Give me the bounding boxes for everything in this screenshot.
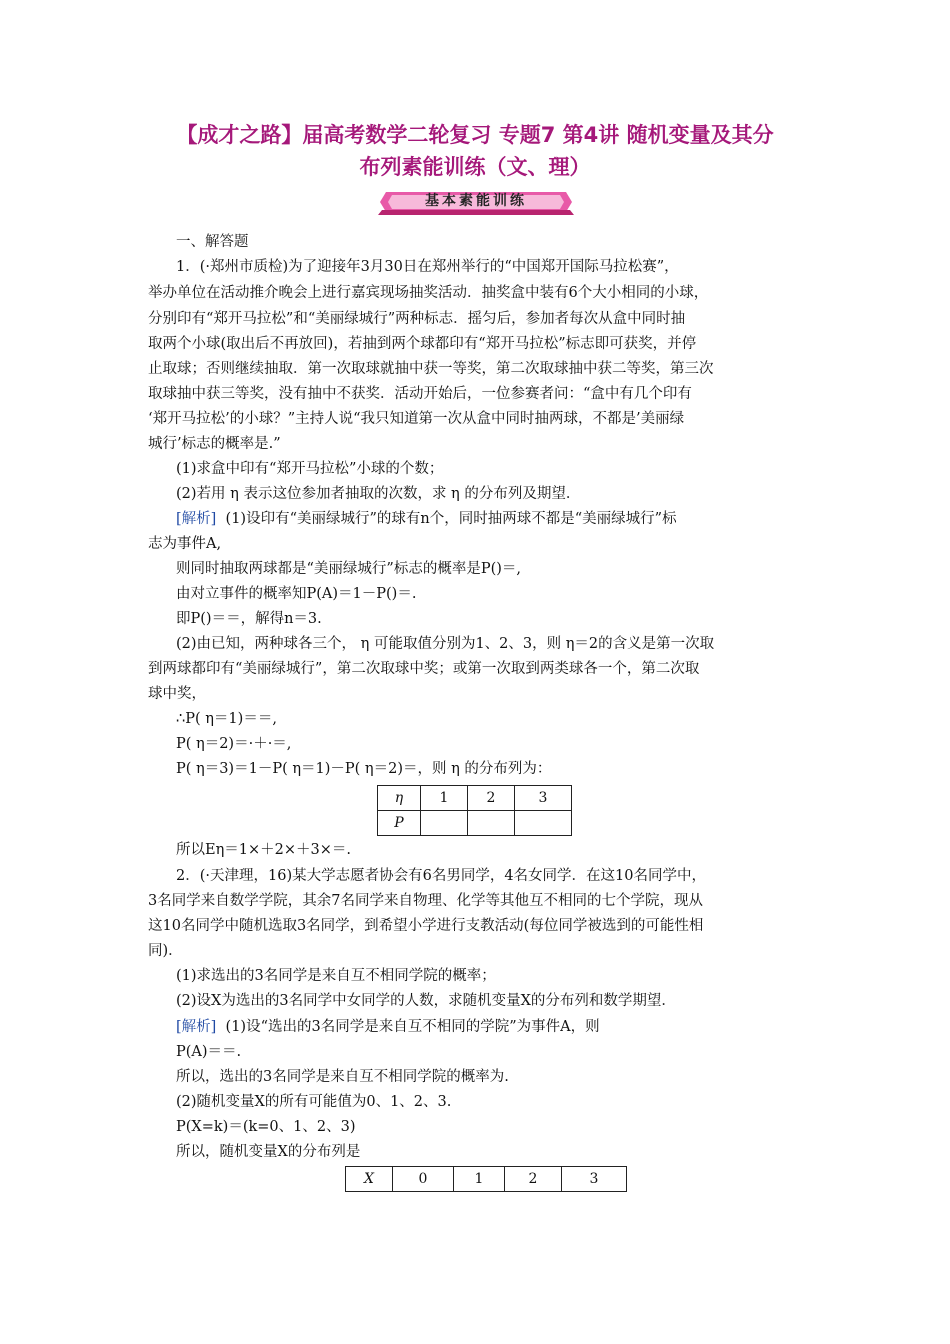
q1-analysis-line bbox=[176, 509, 677, 529]
q1-analysis-line: 志为事件A, bbox=[148, 536, 222, 552]
q1-subquestion-1: (1)求盒中印有“郑开马拉松”小球的个数； bbox=[176, 461, 444, 477]
table-cell: X bbox=[346, 1167, 393, 1192]
q1-analysis-line: 即P()＝＝，解得n＝3. bbox=[176, 611, 322, 627]
q1-analysis-line: 由对立事件的概率知P(A)＝1－P()＝. bbox=[176, 586, 417, 602]
table-cell: 2 bbox=[505, 1167, 562, 1192]
q2-distribution-table bbox=[345, 1166, 627, 1192]
q2-analysis-line: 所以，选出的3名同学是来自互不相同学院的概率为. bbox=[176, 1069, 509, 1085]
q1-analysis-line: 则同时抽取两球都是“美丽绿城行”标志的概率是P()＝, bbox=[176, 561, 522, 577]
table-row bbox=[378, 786, 572, 811]
q2-text-line: 这10名同学中随机选取3名同学，到希望小学进行支教活动(每位同学被选到的可能性相 bbox=[148, 918, 704, 934]
q1-text-line: 取球抽中获三等奖，没有抽中不获奖．活动开始后，一位参赛者问：“盒中有几个印有 bbox=[148, 386, 692, 402]
section-heading: 一、解答题 bbox=[176, 234, 249, 250]
q2-analysis-text: (1)设“选出的3名同学是来自互不相同的学院”为事件A，则 bbox=[225, 1019, 600, 1035]
q1-conclusion: 所以Eη＝1×＋2×＋3×＝. bbox=[176, 842, 352, 858]
q1-text-line: 1．(·郑州市质检)为了迎接年3月30日在郑州举行的“中国郑开国际马拉松赛”， bbox=[176, 259, 679, 275]
q2-text-line: 3名同学来自数学学院，其余7名同学来自物理、化学等其他互不相同的七个学院，现从 bbox=[148, 893, 703, 909]
q2-analysis-line bbox=[176, 1017, 600, 1037]
banner-label: 基本素能训练 bbox=[425, 193, 527, 209]
table-row bbox=[378, 811, 572, 836]
q1-text-line: 城行’标志的概率是.” bbox=[148, 436, 281, 452]
q2-subquestion-2: (2)设X为选出的3名同学中女同学的人数，求随机变量X的分布列和数学期望． bbox=[176, 993, 676, 1009]
table-cell: 3 bbox=[562, 1167, 627, 1192]
document-title-line-2: 布列素能训练（文、理） bbox=[359, 155, 591, 179]
table-cell bbox=[515, 811, 572, 836]
section-banner bbox=[378, 190, 574, 216]
q2-text-line: 2．(·天津理，16)某大学志愿者协会有6名男同学，4名女同学．在这10名同学中， bbox=[176, 868, 706, 884]
table-cell bbox=[421, 811, 468, 836]
q1-analysis-line: P( η＝3)＝1－P( η＝1)－P( η＝2)＝，则 η 的分布列为： bbox=[176, 761, 552, 777]
q2-analysis-line: P(X=k)＝(k=0、1、2、3) bbox=[176, 1119, 356, 1135]
table-cell: η bbox=[378, 786, 421, 811]
table-cell bbox=[468, 811, 515, 836]
q1-analysis-line: 球中奖， bbox=[148, 686, 206, 702]
q1-analysis-line: ∴P( η＝1)＝＝, bbox=[176, 711, 277, 727]
q2-analysis-line: P(A)＝＝. bbox=[176, 1044, 242, 1060]
table-cell: 3 bbox=[515, 786, 572, 811]
q1-subquestion-2: (2)若用 η 表示这位参加者抽取的次数，求 η 的分布列及期望． bbox=[176, 486, 581, 502]
q2-analysis-line: 所以，随机变量X的分布列是 bbox=[176, 1144, 361, 1160]
q2-analysis-line: (2)随机变量X的所有可能值为0、1、2、3. bbox=[176, 1094, 452, 1110]
q2-text-line: 同)． bbox=[148, 943, 183, 959]
q1-analysis-text: (1)设印有“美丽绿城行”的球有n个，同时抽两球不都是“美丽绿城行”标 bbox=[225, 511, 677, 527]
q1-distribution-table bbox=[377, 785, 572, 836]
table-cell: 0 bbox=[393, 1167, 454, 1192]
q1-text-line: 取两个小球(取出后不再放回)，若抽到两个球都印有“郑开马拉松”标志即可获奖，并停 bbox=[148, 336, 697, 352]
analysis-tag: [解析] bbox=[176, 1019, 217, 1035]
document-title-line-1: 【成才之路】届高考数学二轮复习 专题7 第4讲 随机变量及其分 bbox=[176, 123, 774, 147]
q1-analysis-line: (2)由已知，两种球各三个， η 可能取值分别为1、2、3，则 η＝2的含义是第一次取 bbox=[176, 636, 715, 652]
q1-text-line: 分别印有“郑开马拉松”和“美丽绿城行”两种标志．摇匀后，参加者每次从盒中同时抽 bbox=[148, 311, 686, 327]
q1-analysis-line: 到两球都印有“美丽绿城行”，第二次取球中奖；或第一次取到两类球各一个，第二次取 bbox=[148, 661, 700, 677]
analysis-tag: [解析] bbox=[176, 511, 217, 527]
table-cell: 1 bbox=[454, 1167, 505, 1192]
q1-analysis-line: P( η＝2)＝·＋·＝, bbox=[176, 736, 292, 752]
table-cell: 1 bbox=[421, 786, 468, 811]
q1-text-line: ‘郑开马拉松’的小球？”主持人说“我只知道第一次从盒中同时抽两球，不都是’美丽绿 bbox=[148, 411, 685, 427]
q1-text-line: 举办单位在活动推介晚会上进行嘉宾现场抽奖活动．抽奖盒中装有6个大小相同的小球， bbox=[148, 285, 709, 301]
q1-text-line: 止取球；否则继续抽取．第一次取球就抽中获一等奖，第二次取球抽中获二等奖，第三次 bbox=[148, 361, 714, 377]
table-cell: P bbox=[378, 811, 421, 836]
table-cell: 2 bbox=[468, 786, 515, 811]
table-row bbox=[346, 1167, 627, 1192]
q2-subquestion-1: (1)求选出的3名同学是来自互不相同学院的概率； bbox=[176, 968, 496, 984]
